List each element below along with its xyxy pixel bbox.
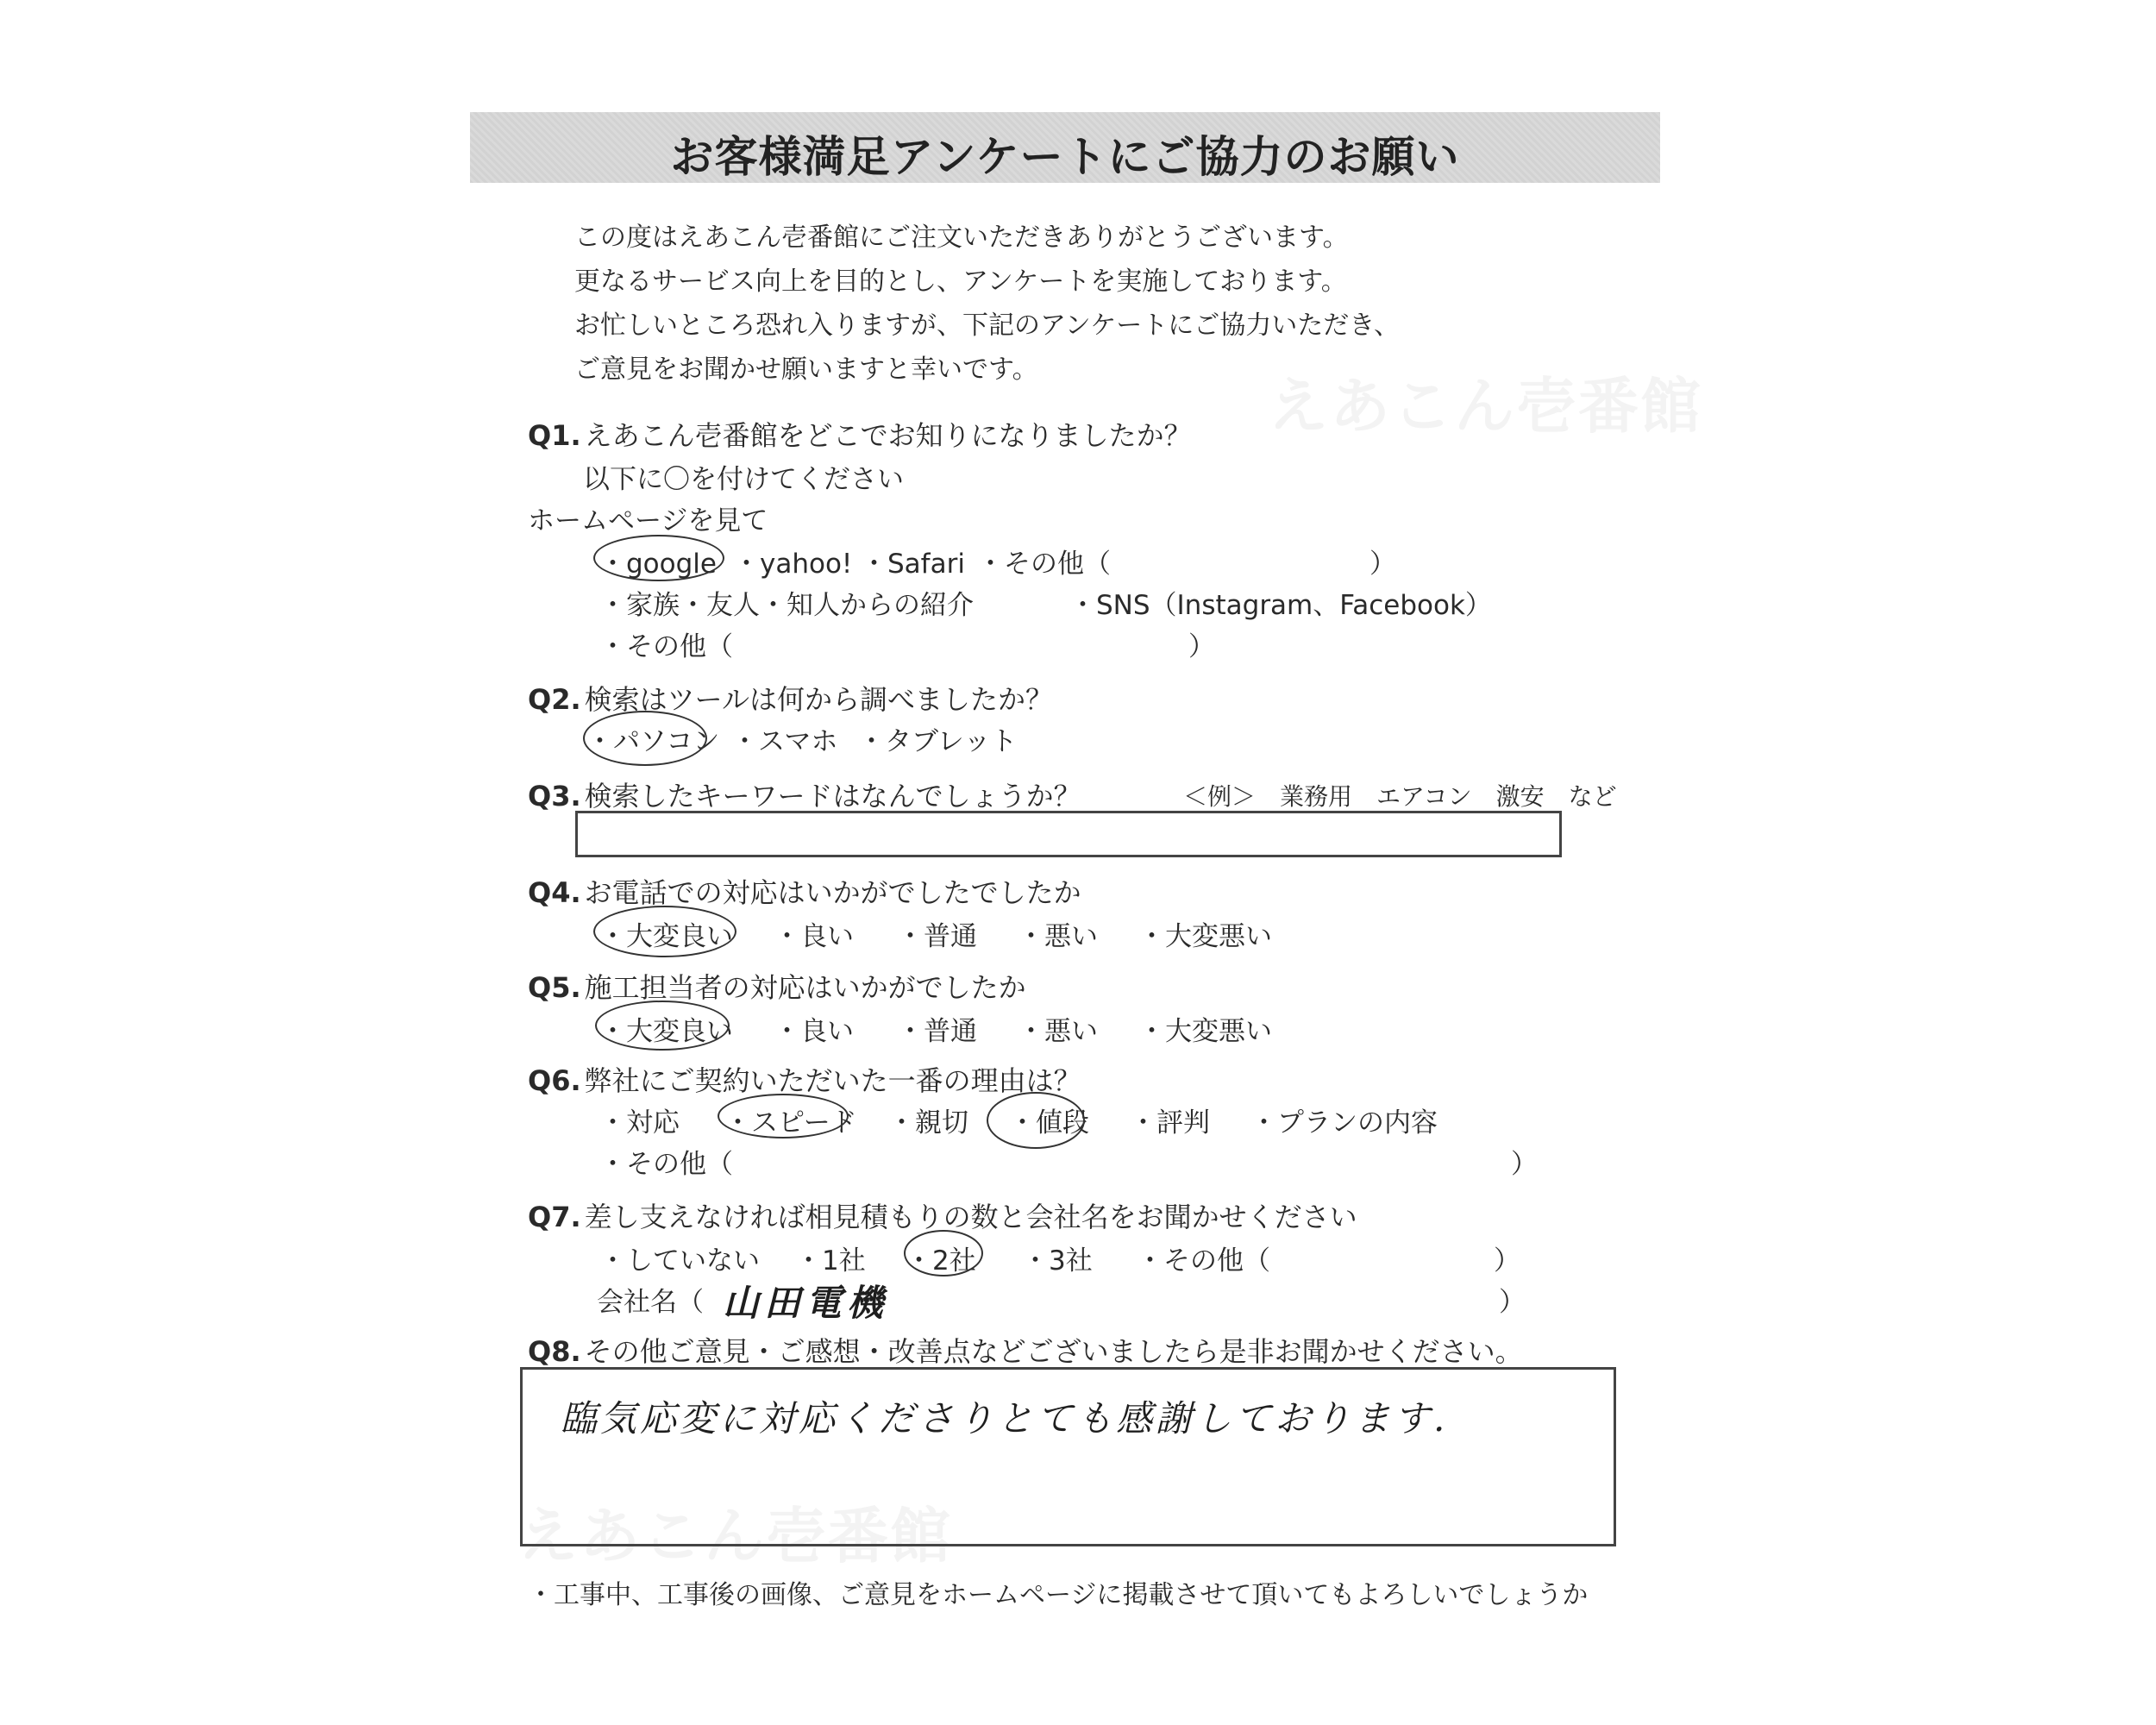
- q8-text: その他ご意見・ご感想・改善点などございましたら是非お聞かせください。: [584, 1335, 1523, 1368]
- watermark-top: えあこん壱番館: [1268, 371, 1702, 442]
- intro-text: [574, 216, 1400, 392]
- q5-text: 施工担当者の対応はいかがでしたか: [584, 971, 1026, 1004]
- q2-option-pc[interactable]: ・パソコン: [586, 726, 720, 757]
- q7-option-two[interactable]: ・2社: [906, 1245, 976, 1276]
- q1-option-other2[interactable]: ・その他（: [599, 631, 733, 662]
- q1-option-family[interactable]: ・家族・友人・知人からの紹介: [599, 590, 974, 621]
- q7-option-three[interactable]: ・3社: [1022, 1245, 1093, 1276]
- q1-other2-close: ）: [1188, 631, 1215, 662]
- q5-label: Q5.: [528, 971, 581, 1004]
- q1-option-yahoo[interactable]: ・yahoo!: [733, 549, 853, 580]
- watermark-bottom: えあこん壱番館: [517, 1501, 952, 1571]
- q4-option-very-good[interactable]: ・大変良い: [599, 921, 733, 952]
- q2-option-phone[interactable]: ・スマホ: [731, 726, 838, 757]
- q1-option-other1[interactable]: ・その他（: [977, 549, 1111, 580]
- page-title: お客様満足アンケートにご協力のお願い: [670, 132, 1460, 182]
- q2-question: [528, 678, 1053, 718]
- q7-company-close: ）: [1499, 1287, 1526, 1318]
- q1-note: 以下に〇を付けてください: [583, 464, 904, 495]
- footer-consent-text: ・工事中、工事後の画像、ご意見をホームページに掲載させて頂いてもよろしいでしょうか: [528, 1580, 1589, 1610]
- q5-option-bad[interactable]: ・悪い: [1018, 1016, 1098, 1047]
- q6-option-price[interactable]: ・値段: [1009, 1107, 1089, 1138]
- q4-option-good[interactable]: ・良い: [774, 921, 854, 952]
- q2-text: 検索はツールは何から調べましたか？: [584, 683, 1053, 716]
- q3-label: Q3.: [528, 780, 581, 812]
- q4-option-very-bad[interactable]: ・大変悪い: [1138, 921, 1272, 952]
- intro-line: 更なるサービス向上を目的とし、アンケートを実施しております。: [574, 267, 1347, 297]
- selection-circle: [583, 711, 707, 766]
- q7-label: Q7.: [528, 1201, 581, 1233]
- q6-option-other[interactable]: ・その他（: [599, 1149, 733, 1180]
- q4-option-normal[interactable]: ・普通: [897, 921, 977, 952]
- q7-other-close: ）: [1494, 1245, 1520, 1276]
- q2-option-tablet[interactable]: ・タブレット: [858, 726, 1018, 757]
- q4-option-bad[interactable]: ・悪い: [1018, 921, 1098, 952]
- q1-other1-close: ）: [1369, 549, 1396, 580]
- intro-line: ご意見をお聞かせ願いますと幸いです。: [574, 354, 1038, 385]
- q6-option-plan[interactable]: ・プランの内容: [1250, 1107, 1438, 1138]
- q8-question: [528, 1330, 1523, 1370]
- q2-label: Q2.: [528, 683, 581, 716]
- q6-option-speed[interactable]: ・スピード: [724, 1107, 857, 1138]
- q4-question: [528, 871, 1081, 911]
- q5-option-very-good[interactable]: ・大変良い: [599, 1016, 733, 1047]
- q1-sub: ホームページを見て: [528, 505, 768, 536]
- q7-text: 差し支えなければ相見積もりの数と会社名をお聞かせください: [584, 1201, 1357, 1233]
- q5-option-good[interactable]: ・良い: [774, 1016, 854, 1047]
- q7-option-none[interactable]: ・していない: [599, 1245, 760, 1276]
- q6-option-reputation[interactable]: ・評判: [1130, 1107, 1210, 1138]
- selection-circle: [593, 535, 724, 581]
- q5-option-normal[interactable]: ・普通: [897, 1016, 977, 1047]
- selection-circle: [593, 906, 736, 957]
- q6-option-kindness[interactable]: ・親切: [888, 1107, 968, 1138]
- q1-text: えあこん壱番館をどこでお知りになりましたか？: [584, 419, 1192, 452]
- q6-option-response[interactable]: ・対応: [599, 1107, 680, 1138]
- q6-label: Q6.: [528, 1064, 581, 1097]
- q1-option-safari[interactable]: ・Safari: [861, 549, 965, 580]
- q1-question: [528, 414, 1192, 454]
- intro-line: この度はえあこん壱番館にご注文いただきありがとうございます。: [574, 223, 1349, 253]
- q1-option-google[interactable]: ・google: [599, 549, 717, 580]
- q6-text: 弊社にご契約いただいた一番の理由は？: [584, 1064, 1081, 1097]
- intro-line: お忙しいところ恐れ入りますが、下記のアンケートにご協力いただき、: [574, 310, 1400, 341]
- selection-circle: [718, 1094, 849, 1138]
- q8-answer-text: 臨気応変に対応くださりとても感謝しております.: [561, 1397, 1449, 1440]
- selection-circle: [595, 1000, 730, 1051]
- q3-answer-box[interactable]: [575, 811, 1562, 857]
- q4-label: Q4.: [528, 876, 581, 909]
- q5-question: [528, 966, 1026, 1006]
- q7-company-label: 会社名（: [597, 1287, 704, 1318]
- q4-text: お電話での対応はいかがでしたでしたか: [584, 876, 1081, 909]
- q3-text: 検索したキーワードはなんでしょうか？: [584, 780, 1081, 812]
- title-bar: [470, 112, 1660, 183]
- q3-question: [528, 775, 1081, 814]
- q7-company-value[interactable]: 山田電機: [723, 1282, 889, 1324]
- q1-label: Q1.: [528, 419, 581, 452]
- selection-circle: [987, 1092, 1085, 1149]
- q6-question: [528, 1059, 1081, 1099]
- q7-option-other[interactable]: ・その他（: [1137, 1245, 1270, 1276]
- q7-option-one[interactable]: ・1社: [795, 1245, 866, 1276]
- q1-option-sns[interactable]: ・SNS（Instagram、Facebook）: [1069, 590, 1492, 621]
- q8-label: Q8.: [528, 1335, 581, 1368]
- q6-other-close: ）: [1511, 1149, 1538, 1180]
- q3-example: ＜例＞ 業務用 エアコン 激安 など: [1183, 782, 1617, 811]
- selection-circle: [904, 1230, 983, 1276]
- q5-option-very-bad[interactable]: ・大変悪い: [1138, 1016, 1272, 1047]
